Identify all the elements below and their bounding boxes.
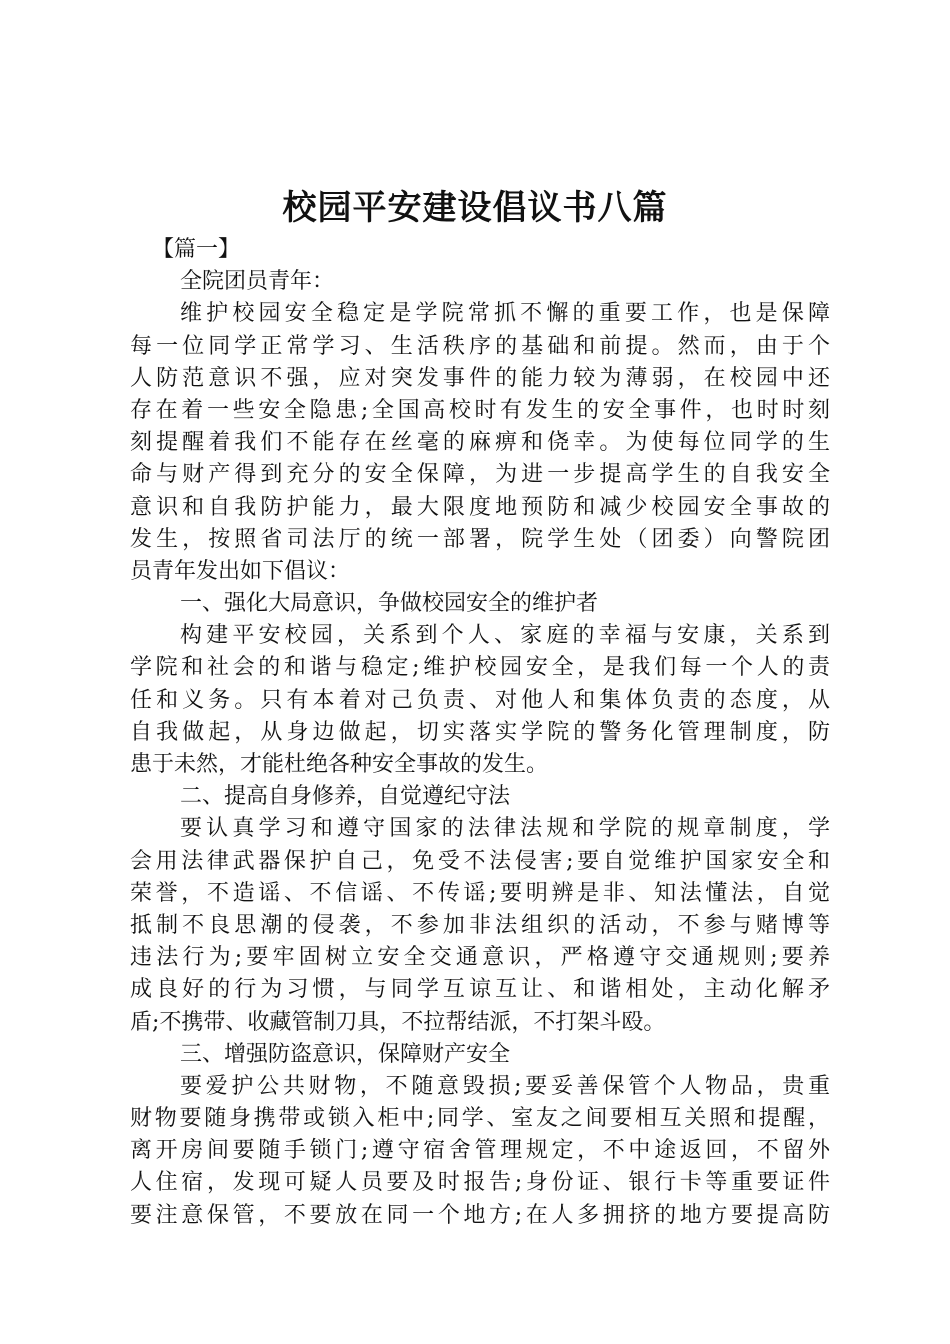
- section-heading-1: 一、强化大局意识，争做校园安全的维护者: [180, 591, 599, 617]
- paragraph-line: 离开房间要随手锁门;遵守宿舍管理规定，不中途返回，不留外: [130, 1138, 830, 1164]
- paragraph-line: 任和义务。只有本着对己负责、对他人和集体负责的态度，从: [130, 687, 830, 713]
- paragraph-line: 人防范意识不强，应对突发事件的能力较为薄弱，在校园中还: [130, 365, 830, 391]
- paragraph-1: [130, 298, 830, 588]
- paragraph-line: 员青年发出如下倡议：: [130, 558, 351, 584]
- paragraph-line: 成良好的行为习惯，与同学互谅互让、和谐相处，主动化解矛: [130, 977, 830, 1003]
- salutation: 全院团员青年：: [180, 269, 335, 295]
- section-heading-2: 二、提高自身修养，自觉遵纪守法: [180, 784, 511, 810]
- paragraph-line: 命与财产得到充分的安全保障，为进一步提高学生的自我安全: [130, 462, 830, 488]
- paragraph-line: 发生，按照省司法厅的统一部署，院学生处（团委）向警院团: [130, 526, 830, 552]
- section-heading-3: 三、增强防盗意识，保障财产安全: [180, 1041, 511, 1067]
- paragraph-line: 会用法律武器保护自己，免受不法侵害;要自觉维护国家安全和: [130, 848, 830, 874]
- paragraph-line: 盾;不携带、收藏管制刀具，不拉帮结派，不打架斗殴。: [130, 1009, 666, 1035]
- paragraph-3: [130, 813, 830, 1038]
- paragraph-line: 人住宿，发现可疑人员要及时报告;身份证、银行卡等重要证件: [130, 1170, 830, 1196]
- paragraph-line: 刻提醒着我们不能存在丝毫的麻痹和侥幸。为使每位同学的生: [130, 430, 830, 456]
- paragraph-line: 自我做起，从身边做起，切实落实学院的警务化管理制度，防: [130, 719, 830, 745]
- paragraph-line: 学院和社会的和谐与稳定;维护校园安全，是我们每一个人的责: [130, 655, 830, 681]
- paragraph-line: 构建平安校园，关系到个人、家庭的幸福与安康，关系到: [180, 623, 830, 649]
- document-body: [130, 234, 830, 1232]
- paragraph-line: 患于未然，才能杜绝各种安全事故的发生。: [130, 752, 549, 777]
- paragraph-line: 荣誉，不造谣、不信谣、不传谣;要明辨是非、知法懂法，自觉: [130, 880, 830, 906]
- paragraph-line: 财物要随身携带或锁入柜中;同学、室友之间要相互关照和提醒，: [130, 1106, 830, 1132]
- paragraph-line: 维护校园安全稳定是学院常抓不懈的重要工作，也是保障: [180, 301, 830, 327]
- paragraph-line: 要爱护公共财物，不随意毁损;要妥善保管个人物品，贵重: [180, 1073, 830, 1099]
- paragraph-line: 要注意保管，不要放在同一个地方;在人多拥挤的地方要提高防: [130, 1202, 830, 1228]
- paragraph-line: 抵制不良思潮的侵袭，不参加非法组织的活动，不参与赌博等: [130, 912, 830, 938]
- paragraph-2: [130, 620, 830, 781]
- section-label: 【篇一】: [152, 237, 241, 262]
- document-title: 校园平安建设倡议书八篇: [282, 188, 668, 228]
- paragraph-line: 违法行为;要牢固树立安全交通意识，严格遵守交通规则;要养: [130, 945, 830, 971]
- paragraph-line: 要认真学习和遵守国家的法律法规和学院的规章制度，学: [180, 816, 830, 842]
- paragraph-line: 意识和自我防护能力，最大限度地预防和减少校园安全事故的: [130, 494, 830, 520]
- paragraph-4: [130, 1071, 830, 1232]
- paragraph-line: 每一位同学正常学习、生活秩序的基础和前提。然而，由于个: [130, 333, 830, 359]
- paragraph-line: 存在着一些安全隐患;全国高校时有发生的安全事件，也时时刻: [130, 397, 830, 423]
